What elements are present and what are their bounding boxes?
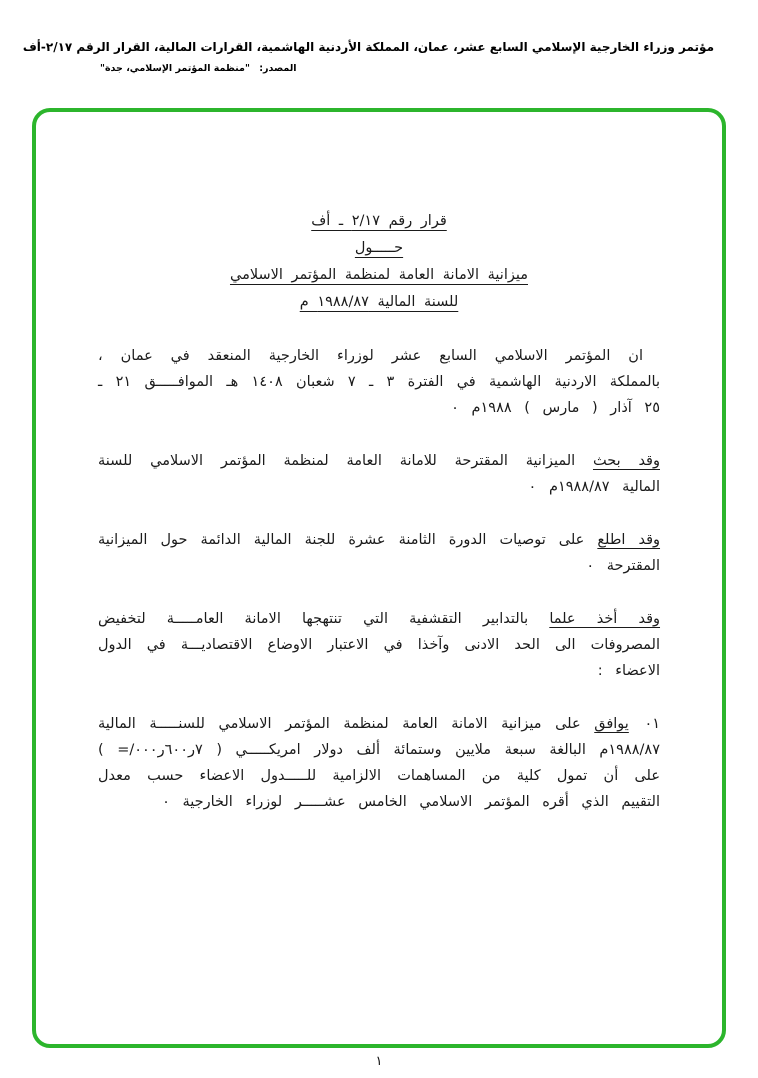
item-number: ٠١: [644, 716, 661, 732]
source-line: [44, 63, 714, 74]
paragraph-text: على توصيات الدورة الثامنة عشرة للجنة المالية الدائمة حول الميزانية المقترحة ٠: [98, 532, 660, 574]
citation-line: مؤتمر وزراء الخارجية الإسلامي السابع عشر، عمان، المملكة الأردنية الهاشمية، القرارات المالية، القرار الرقم ٢/١٧-أف: [22, 40, 714, 54]
paragraph-lead: وقد اطلع: [597, 532, 661, 548]
document-border-frame: [32, 108, 726, 1048]
paragraph-noted-austerity: [98, 606, 660, 684]
title-fiscal-year: للسنة المالية ١٩٨٨/٨٧ م: [299, 294, 459, 310]
paragraph-text: ان المؤتمر الاسلامي السابع عشر لوزراء الخارجية المنعقد في عمان ، بالمملكة الاردنية الهاشمية في الفترة ٣ ـ ٧ شعبان ١٤٠٨ هـ الموافـــــق ٢١ ـ ٢٥ آذار ( مارس ) ١٩٨٨م ٠: [98, 348, 661, 416]
document-header: [0, 0, 758, 74]
item-lead: يوافق: [594, 716, 629, 732]
paragraph-preamble: [98, 343, 660, 421]
title-resolution-number: قرار رقم ٢/١٧ ـ أف: [311, 213, 447, 229]
paragraph-lead: وقد أخذ علما: [549, 611, 661, 627]
page-number: ١: [375, 1054, 383, 1069]
resolution-title-block: [98, 208, 660, 316]
paragraph-text: الميزانية المقترحة للامانة العامة لمنظمة المؤتمر الاسلامي للسنة المالية ١٩٨٨/٨٧م ٠: [98, 453, 660, 495]
title-about: حـــــول: [354, 240, 404, 256]
paragraph-text: بالتدابير التقشفية التي تنتهجها الامانة العامـــــة لتخفيض المصروفات الى الحد الادنى وآخذا في الاعتبار الاوضاع الاقتصاديـــة في الدول الاعضاء :: [98, 611, 660, 679]
paragraph-lead: وقد بحث: [592, 453, 660, 469]
paragraph-examined-budget: [98, 448, 660, 500]
paragraph-noted-recommendations: [98, 527, 660, 579]
resolution-item-1: [98, 711, 660, 815]
source-label: المصدر:: [259, 63, 297, 74]
title-subject: ميزانية الامانة العامة لمنظمة المؤتمر الاسلامي: [229, 267, 528, 283]
item-text: على ميزانية الامانة العامة لمنظمة المؤتمر الاسلامي للسنـــــة المالية ١٩٨٨/٨٧م البالغة سبعة ملايين وستمائة ألف دولار امريكـــــي ( ٧ر٦٠٠ر٠٠٠/= ) على أن تمول كلية من المساهمات الالزامية للـــــدول الاعضاء حسب معدل التقييم الذي أقره المؤتمر الاسلامي الخامس عشـــــر لوزراء الخارجية ٠: [98, 716, 660, 810]
source-value: "منظمة المؤتمر الإسلامي، جدة": [100, 63, 250, 74]
